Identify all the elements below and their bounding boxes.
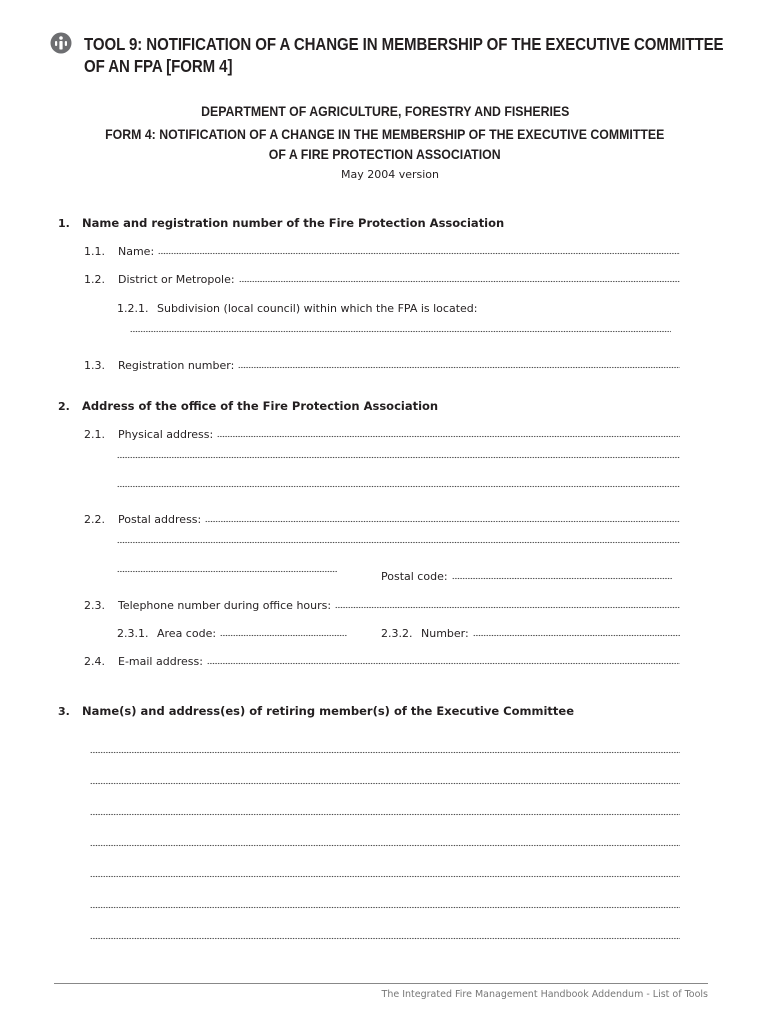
retiring-members-line[interactable] [90,906,680,912]
district-field[interactable] [84,273,680,286]
field-label: Postal address: [118,513,202,526]
section-2-number: 2. [58,400,70,413]
field-label: Subdivision (local council) within which the FPA is located: [157,302,478,315]
dotted-line [90,875,680,878]
retiring-members-line[interactable] [90,875,680,881]
dotted-line [452,577,672,580]
item-number: 1.3. [84,359,105,372]
item-number: 2.1. [84,428,105,441]
footer-text: The Integrated Fire Management Handbook Addendum - List of Tools [381,989,708,1000]
field-label: Telephone number during office hours: [118,599,332,612]
field-label: Registration number: [118,359,235,372]
dotted-line [117,541,680,544]
email-field[interactable] [84,655,680,668]
item-number: 2.3.1. [117,627,149,640]
dotted-line [117,456,680,459]
item-number: 1.2. [84,273,105,286]
page-title [84,33,724,77]
item-number: 2.3.2. [381,627,413,640]
page-title-line2: OF AN FPA [FORM 4] [84,56,233,76]
info-icon [50,32,72,54]
field-label: Area code: [157,627,217,640]
form-heading-line2: OF A FIRE PROTECTION ASSOCIATION [269,146,501,162]
field-label: District or Metropole: [118,273,235,286]
telephone-field[interactable] [84,599,680,612]
item-number: 1.1. [84,245,105,258]
item-number: 2.2. [84,513,105,526]
name-field[interactable] [84,245,680,258]
physical-address-line-2[interactable] [117,456,680,462]
dotted-line [90,937,680,940]
physical-address-line-3[interactable] [117,485,680,491]
field-label: Number: [421,627,469,640]
section-1-title: Name and registration number of the Fire Protection Association [82,216,505,230]
footer-divider [54,983,708,984]
dotted-line [239,280,680,283]
field-label: E-mail address: [118,655,203,668]
section-2-title: Address of the office of the Fire Protection Association [82,399,439,413]
page-title-line1: TOOL 9: NOTIFICATION OF A CHANGE IN MEMBERSHIP OF THE EXECUTIVE COMMITTEE [84,34,724,54]
dotted-line [158,252,680,255]
postal-address-line-3[interactable] [117,570,337,576]
field-label: Postal code: [381,570,448,583]
dotted-line [90,782,680,785]
dotted-line [90,844,680,847]
area-code-field[interactable] [117,627,347,640]
postal-address-line-2[interactable] [117,541,680,547]
item-number: 2.4. [84,655,105,668]
field-label: Physical address: [118,428,214,441]
section-3-number: 3. [58,705,70,718]
retiring-members-line[interactable] [90,751,680,757]
section-1-number: 1. [58,217,70,230]
subdivision-label-row [117,302,617,315]
dotted-line [90,751,680,754]
section-3-title: Name(s) and address(es) of retiring member(s) of the Executive Committee [82,704,574,718]
retiring-members-line[interactable] [90,844,680,850]
number-field[interactable] [381,627,680,640]
dotted-line [238,366,680,369]
item-number: 1.2.1. [117,302,149,315]
dotted-line [473,634,680,637]
dotted-line [117,570,337,573]
retiring-members-line[interactable] [90,782,680,788]
department-heading: DEPARTMENT OF AGRICULTURE, FORESTRY AND FISHERIES [200,103,570,119]
item-number: 2.3. [84,599,105,612]
form-version: May 2004 version [340,168,440,181]
subdivision-field[interactable] [130,330,671,336]
postal-address-field[interactable] [84,513,680,526]
retiring-members-line[interactable] [90,937,680,943]
retiring-members-line[interactable] [90,813,680,819]
dotted-line [90,813,680,816]
field-label: Name: [118,245,155,258]
dotted-line [90,906,680,909]
physical-address-field[interactable] [84,428,680,441]
dotted-line [205,520,680,523]
form-heading-line1: FORM 4: NOTIFICATION OF A CHANGE IN THE MEMBERSHIP OF THE EXECUTIVE COMMITTEE [105,126,665,142]
dotted-line [117,485,680,488]
dotted-line [220,634,347,637]
dotted-line [217,435,680,438]
postal-code-field[interactable] [381,570,672,583]
dotted-line [130,330,671,333]
dotted-line [335,606,680,609]
registration-field[interactable] [84,359,680,372]
dotted-line [207,662,680,665]
